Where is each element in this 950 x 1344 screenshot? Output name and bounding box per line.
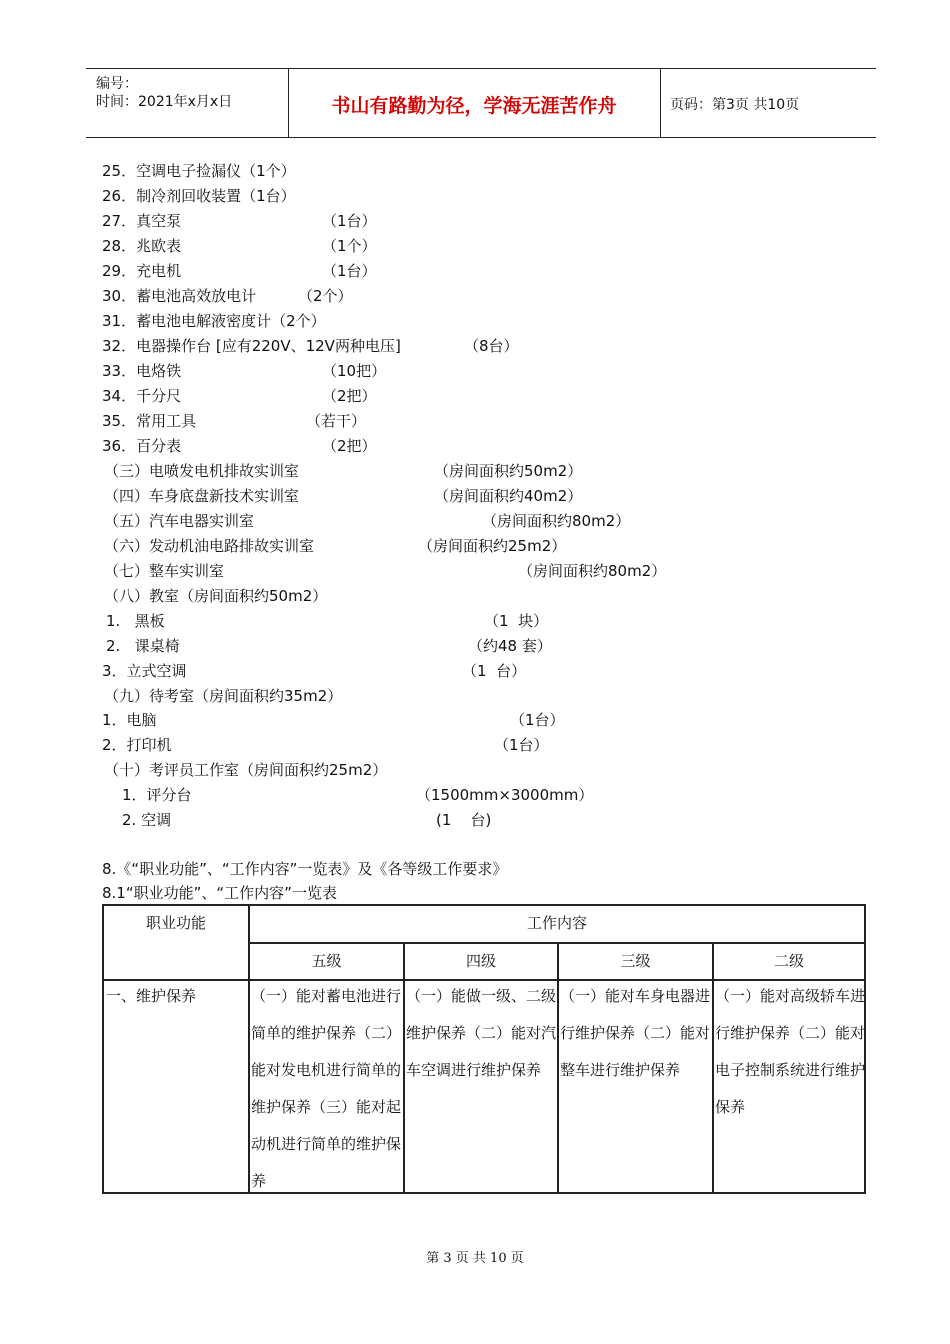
serial-label: 编号：	[96, 76, 138, 92]
room-item: 2．打印机 （1台）	[102, 736, 549, 754]
header-level: 五级	[311, 952, 342, 970]
room-item: （六）发动机油电路排故实训室 （房间面积约25m2）	[104, 537, 567, 555]
header-meta	[86, 69, 289, 137]
list-item: 29．充电机 （1台）	[102, 262, 377, 280]
section-title: 8.《“职业功能”、“工作内容”一览表》及《各等级工作要求》	[102, 860, 508, 878]
list-item: 33．电烙铁 （10把）	[102, 362, 387, 380]
room-item: （五）汽车电器实训室 （房间面积约80m2）	[104, 512, 631, 530]
list-item: 25．空调电子捡漏仪（1个）	[102, 162, 296, 180]
page-footer: 第 3 页 共 10 页	[426, 1251, 524, 1266]
list-item: 28．兆欧表 （1个）	[102, 237, 377, 255]
table-cell: （一）能对车身电器进行维护保养（二）能对整车进行维护保养	[560, 987, 711, 1079]
room-item: （八）教室（房间面积约50m2）	[104, 587, 328, 605]
table-cell: （一）能对蓄电池进行简单的维护保养（二）能对发电机进行简单的维护保养（三）能对起动机进行简单的维护保养	[251, 987, 402, 1190]
room-item: （七）整车实训室 （房间面积约80m2）	[104, 562, 667, 580]
section-subtitle: 8.1“职业功能”、“工作内容”一览表	[102, 884, 337, 902]
list-item: 36．百分表 （2把）	[102, 437, 377, 455]
work-content-table	[102, 904, 866, 1194]
header-motto-cell	[288, 69, 661, 137]
header-page-cell	[660, 69, 876, 137]
room-item: （四）车身底盘新技术实训室 （房间面积约40m2）	[104, 487, 583, 505]
row-function: 一、维护保养	[106, 987, 197, 1005]
room-item: 2. 课桌椅 （约48 套）	[106, 637, 552, 655]
room-item: （九）待考室（房间面积约35m2）	[104, 687, 343, 705]
list-item: 27．真空泵 （1台）	[102, 212, 377, 230]
room-item: 2. 空调 (1 台)	[122, 811, 492, 829]
list-item: 31．蓄电池电解液密度计（2个）	[102, 312, 326, 330]
time-label: 时间：2021年x月x日	[96, 94, 233, 110]
room-item: 1. 黑板 （1 块）	[106, 612, 549, 630]
header-function: 职业功能	[145, 914, 206, 932]
header-content: 工作内容	[526, 914, 587, 932]
table-divider	[248, 906, 250, 1192]
room-item: 1．电脑 （1台）	[102, 711, 565, 729]
header-level: 二级	[773, 952, 804, 970]
header-level: 三级	[620, 952, 651, 970]
list-item: 32．电器操作台 [应有220V、12V两种电压] （8台）	[102, 337, 519, 355]
page-header	[86, 68, 876, 138]
list-item: 35．常用工具 （若干）	[102, 412, 367, 430]
motto: 书山有路勤为径，学海无涯苦作舟	[331, 95, 617, 117]
page-number-label: 页码：第3页 共10页	[670, 97, 800, 113]
room-item: （十）考评员工作室（房间面积约25m2）	[104, 761, 388, 779]
table-divider	[248, 942, 864, 944]
header-level: 四级	[465, 952, 496, 970]
room-item: （三）电喷发电机排故实训室 （房间面积约50m2）	[104, 462, 583, 480]
room-item: 3．立式空调 （1 台）	[102, 662, 527, 680]
list-item: 34．千分尺 （2把）	[102, 387, 377, 405]
list-item: 30．蓄电池高效放电计 （2个）	[102, 287, 353, 305]
table-cell: （一）能做一级、二级维护保养（二）能对汽车空调进行维护保养	[406, 987, 557, 1079]
table-cell: （一）能对高级轿车进行维护保养（二）能对电子控制系统进行维护保养	[715, 987, 866, 1116]
room-item: 1．评分台 （1500mm×3000mm）	[122, 786, 594, 804]
list-item: 26．制冷剂回收装置（1台）	[102, 187, 296, 205]
